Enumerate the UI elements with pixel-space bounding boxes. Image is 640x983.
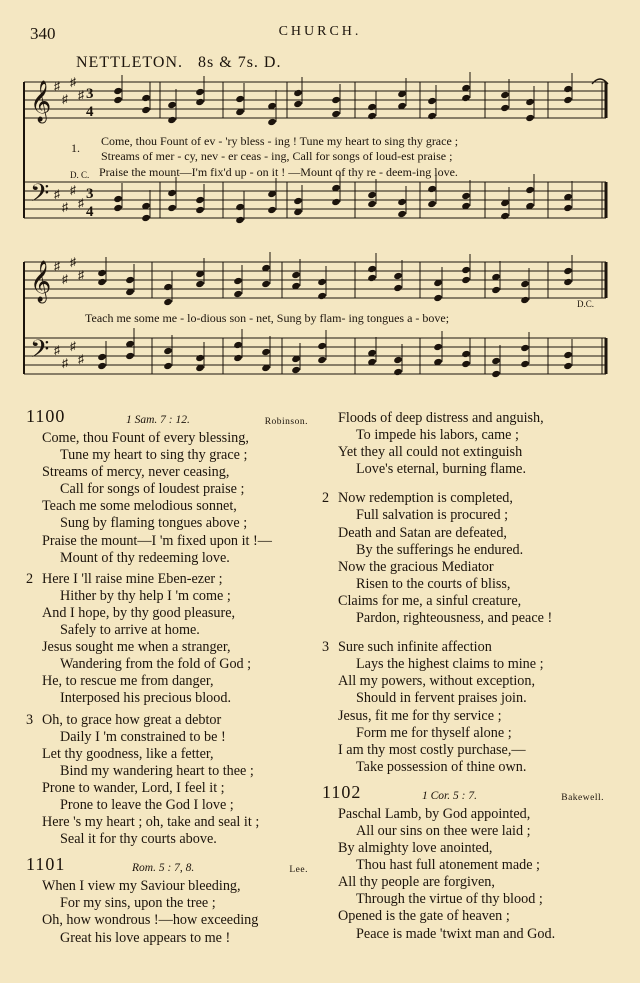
- stanza-line-text: Safely to arrive at home.: [60, 622, 200, 639]
- stanza-line: [26, 515, 316, 532]
- page-number: 340: [30, 24, 56, 43]
- stanza-line-text: Daily I 'm constrained to be !: [60, 728, 226, 745]
- note-head: [125, 276, 135, 284]
- note-head: [267, 206, 277, 214]
- stanza-number: 3: [26, 711, 34, 728]
- note-head: [461, 94, 471, 102]
- note-head: [235, 216, 245, 224]
- stanza-line: [26, 588, 316, 605]
- note-head: [113, 87, 123, 95]
- note-head: [261, 348, 271, 356]
- note-head: [563, 85, 573, 93]
- stanza-line: [322, 490, 622, 507]
- stanza-line: [26, 622, 316, 639]
- time-sig-bottom: 4: [86, 204, 94, 220]
- bass-clef-icon: 𝄢: [30, 179, 50, 214]
- sharp-icon: ♯: [78, 88, 84, 102]
- lyric-line-1a: Come, thou Fount of ev - 'ry bless - ing ! Tune my heart to sing thy grace ;: [101, 134, 459, 148]
- stanza-line-text: Death and Satan are defeated,: [338, 524, 507, 541]
- stanza-line: [26, 878, 316, 895]
- sharp-icon: ♯: [54, 259, 60, 273]
- stanza-line-text: Lays the highest claims to mine ;: [356, 656, 544, 673]
- stanza-line: [322, 823, 622, 840]
- stanza-line-text: I am thy most costly purchase,—: [338, 741, 526, 758]
- note-head: [141, 214, 151, 222]
- stanza-line: [322, 725, 622, 742]
- stanza-line-text: Streams of mercy, never ceasing,: [42, 464, 230, 481]
- hymn-1101-stanza-2: [322, 490, 622, 627]
- note-head: [317, 356, 327, 364]
- stanza-line-text: Bind my wandering heart to thee ;: [60, 762, 254, 779]
- stanza-line-text: Seal it for thy courts above.: [60, 831, 217, 848]
- sharp-icon: ♯: [54, 187, 60, 201]
- note-head: [163, 283, 173, 291]
- stanza-line: [322, 926, 622, 943]
- stanza-line: [322, 690, 622, 707]
- stanza-line: [322, 593, 622, 610]
- note-head: [113, 204, 123, 212]
- stanza-line-text: Now redemption is completed,: [338, 490, 513, 507]
- stanza-line-text: Now the gracious Mediator: [338, 558, 494, 575]
- stanza-line-text: All my powers, without exception,: [338, 673, 536, 690]
- note-head: [367, 200, 377, 208]
- stanza-line: [26, 746, 316, 763]
- stanza-number: 2: [322, 490, 330, 507]
- note-head: [427, 200, 437, 208]
- stanza-line: [322, 908, 622, 925]
- note-head: [113, 195, 123, 203]
- stanza-line: [322, 507, 622, 524]
- stanza-line-text: To impede his labors, came ;: [356, 427, 519, 444]
- note-head: [397, 210, 407, 218]
- tune-name: NETTLETON.: [76, 54, 184, 71]
- stanza-line-text: Take possession of thine own.: [356, 758, 527, 775]
- note-head: [563, 278, 573, 286]
- note-head: [563, 96, 573, 104]
- stanza-line: [26, 831, 316, 848]
- note-head: [461, 350, 471, 358]
- stanza-line: [26, 797, 316, 814]
- stanza-line-text: Here I 'll raise mine Eben-ezer ;: [42, 570, 223, 587]
- stanza-line-text: Oh, how wondrous !—how exceeding: [42, 912, 259, 929]
- treble-clef-icon: 𝄞: [30, 261, 52, 302]
- stanza-line: [26, 571, 316, 588]
- stanza-line-text: All our sins on thee were laid ;: [356, 822, 531, 839]
- note-head: [317, 292, 327, 300]
- note-head: [195, 354, 205, 362]
- stanza-line: [322, 874, 622, 891]
- lyric-line-1c: Praise the mount—I'm fix'd up - on it ! —Mount of thy re - deem-ing love.: [99, 165, 458, 179]
- hymn-1100-stanza-2: [26, 571, 316, 708]
- stanza-line: [26, 763, 316, 780]
- note-head: [331, 110, 341, 118]
- hymn-1100-author: Robinson.: [264, 417, 308, 427]
- stanza-line: [26, 930, 316, 947]
- note-head: [293, 197, 303, 205]
- note-head: [461, 360, 471, 368]
- note-head: [520, 344, 530, 352]
- note-head: [97, 353, 107, 361]
- stanza-line: [322, 708, 622, 725]
- note-head: [163, 347, 173, 355]
- stanza-line-text: Paschal Lamb, by God appointed,: [338, 805, 531, 822]
- stanza-line: [26, 481, 316, 498]
- sharp-icon: ♯: [62, 92, 68, 106]
- lyric-line-1b: Streams of mer - cy, nev - er ceas - ing, Call for songs of loud-est praise ;: [101, 149, 453, 163]
- stanza-line: [322, 673, 622, 690]
- stanza-line-text: Praise the mount—I 'm fixed upon it !—: [42, 532, 272, 549]
- stanza-line-text: For my sins, upon the tree ;: [60, 895, 216, 912]
- stanza-line-text: Form me for thyself alone ;: [356, 724, 512, 741]
- sharp-icon: ♯: [70, 183, 76, 197]
- note-head: [525, 98, 535, 106]
- note-head: [520, 360, 530, 368]
- note-head: [233, 341, 243, 349]
- dc-label: D. C.: [70, 170, 90, 180]
- hymn-1102-reference: 1 Cor. 5 : 7.: [422, 789, 477, 802]
- note-head: [141, 106, 151, 114]
- sharp-icon: ♯: [78, 196, 84, 210]
- stanza-line: [26, 464, 316, 481]
- note-head: [317, 278, 327, 286]
- sharp-icon: ♯: [54, 343, 60, 357]
- treble-clef-icon: 𝄞: [30, 81, 52, 122]
- stanza-line-text: By the sufferings he endured.: [356, 541, 524, 558]
- stanza-line-text: Floods of deep distress and anguish,: [338, 410, 544, 426]
- stanza-line: [322, 461, 622, 478]
- stanza-line: [322, 806, 622, 823]
- stanza-line-text: Yet they all could not extinguish: [338, 444, 523, 461]
- stanza-line-text: Wandering from the fold of God ;: [60, 656, 252, 673]
- note-head: [461, 192, 471, 200]
- sharp-icon: ♯: [70, 255, 76, 269]
- sharp-icon: ♯: [70, 339, 76, 353]
- note-head: [293, 89, 303, 97]
- note-head: [525, 186, 535, 194]
- stanza-line: [26, 690, 316, 707]
- stanza-number: 2: [26, 570, 34, 587]
- hymn-1100-reference: 1 Sam. 7 : 12.: [126, 414, 190, 426]
- note-head: [433, 343, 443, 351]
- tune-meter: 8s & 7s. D.: [198, 54, 282, 71]
- note-head: [97, 269, 107, 277]
- music-score: [0, 0, 640, 400]
- stanza-line: [26, 673, 316, 690]
- sharp-icon: ♯: [54, 79, 60, 93]
- stanza-line: [322, 891, 622, 908]
- stanza-line-text: Call for songs of loudest praise ;: [60, 481, 245, 498]
- time-sig-bottom: 4: [86, 104, 94, 120]
- note-head: [195, 206, 205, 214]
- stanza-line-text: Jesus, fit me for thy service ;: [338, 707, 502, 724]
- dc-end-label: D.C.: [577, 299, 595, 309]
- stanza-line: [26, 656, 316, 673]
- note-head: [97, 362, 107, 370]
- note-head: [563, 351, 573, 359]
- stanza-line-text: Prone to wander, Lord, I feel it ;: [42, 779, 225, 796]
- note-head: [563, 267, 573, 275]
- stanza-line: [26, 605, 316, 622]
- hymn-1100-header: [26, 408, 316, 430]
- stanza-line: [322, 559, 622, 576]
- stanza-number: 3: [322, 639, 330, 656]
- note-head: [163, 298, 173, 306]
- stanza-line-text: Sure such infinite affection: [338, 639, 492, 656]
- note-head: [367, 265, 377, 273]
- stanza-line-text: Great his love appears to me !: [60, 929, 231, 946]
- note-head: [491, 286, 501, 294]
- stanza-line: [322, 525, 622, 542]
- stanza-line: [26, 814, 316, 831]
- hymn-1102-header: [322, 781, 622, 806]
- note-head: [163, 362, 173, 370]
- stanza-line-text: Claims for me, a sinful creature,: [338, 592, 522, 609]
- note-head: [167, 204, 177, 212]
- stanza-line: [26, 550, 316, 567]
- stanza-line: [26, 447, 316, 464]
- stanza-line-text: Oh, to grace how great a debtor: [42, 711, 222, 728]
- stanza-line: [322, 576, 622, 593]
- stanza-line: [322, 656, 622, 673]
- right-column: [322, 410, 622, 943]
- note-head: [267, 118, 277, 126]
- time-sig-top: 3: [86, 186, 94, 202]
- lyric-line-2: Teach me some me - lo-dious son - net, Sung by flam- ing tongues a - bove;: [85, 311, 450, 325]
- note-head: [500, 91, 510, 99]
- stanza-line: [322, 759, 622, 776]
- hymn-1101-header: [26, 856, 316, 878]
- sharp-icon: ♯: [78, 352, 84, 366]
- note-head: [233, 354, 243, 362]
- stanza-line: [26, 729, 316, 746]
- stanza-line: [322, 857, 622, 874]
- note-head: [141, 94, 151, 102]
- note-head: [293, 100, 303, 108]
- note-head: [393, 356, 403, 364]
- left-column: [26, 408, 316, 947]
- stanza-line-text: Here 's my heart ; oh, take and seal it ;: [42, 814, 260, 831]
- note-head: [563, 362, 573, 370]
- stanza-line: [26, 430, 316, 447]
- note-head: [125, 352, 135, 360]
- stanza-line-text: Thou hast full atonement made ;: [356, 857, 540, 874]
- stanza-line: [26, 712, 316, 729]
- stanza-line-text: All thy people are forgiven,: [338, 874, 495, 891]
- page-title: CHURCH.: [278, 24, 362, 39]
- stanza-line-text: Pardon, righteousness, and peace !: [356, 610, 553, 627]
- stanza-line-text: Peace is made 'twixt man and God.: [356, 925, 556, 942]
- hymn-1101-stanza-3: [322, 639, 622, 776]
- note-head: [367, 191, 377, 199]
- note-head: [195, 88, 205, 96]
- sharp-icon: ♯: [62, 356, 68, 370]
- note-head: [393, 284, 403, 292]
- note-head: [491, 370, 501, 378]
- stanza-line: [322, 410, 622, 427]
- stanza-line-text: Teach me some melodious sonnet,: [42, 498, 237, 515]
- note-head: [500, 212, 510, 220]
- note-head: [235, 95, 245, 103]
- note-head: [195, 196, 205, 204]
- stanza-line-text: Risen to the courts of bliss,: [356, 575, 511, 592]
- hymn-1102-stanza-1: [322, 806, 622, 943]
- note-head: [167, 189, 177, 197]
- note-head: [563, 204, 573, 212]
- stanza-line: [322, 542, 622, 559]
- note-head: [520, 296, 530, 304]
- hymn-1101-stanza-1-part-a: [26, 878, 316, 946]
- stanza-line: [322, 742, 622, 759]
- stanza-line-text: Interposed his precious blood.: [60, 690, 232, 707]
- note-head: [427, 185, 437, 193]
- hymn-1102-author: Bakewell.: [561, 792, 604, 803]
- note-head: [331, 96, 341, 104]
- stanza-line: [26, 895, 316, 912]
- note-head: [461, 266, 471, 274]
- note-head: [195, 280, 205, 288]
- stanza-line-text: Love's eternal, burning flame.: [356, 461, 526, 478]
- sharp-icon: ♯: [70, 75, 76, 89]
- bass-clef-icon: 𝄢: [30, 335, 50, 370]
- stanza-line: [322, 427, 622, 444]
- note-head: [491, 357, 501, 365]
- note-head: [461, 276, 471, 284]
- stanza-line-text: And I hope, by thy good pleasure,: [42, 604, 236, 621]
- stanza-line-text: Let thy goodness, like a fetter,: [42, 745, 214, 762]
- note-head: [427, 112, 437, 120]
- note-head: [393, 368, 403, 376]
- sharp-icon: ♯: [78, 268, 84, 282]
- stanza-line: [26, 533, 316, 550]
- stanza-line-text: Sung by flaming tongues above ;: [60, 515, 248, 532]
- stanza-line-text: Prone to leave the God I love ;: [60, 796, 234, 813]
- note-head: [233, 290, 243, 298]
- stanza-line-text: Should in fervent praises join.: [356, 690, 527, 707]
- hymn-1100-stanza-1: [26, 430, 316, 567]
- stanza-line-text: Mount of thy redeeming love.: [60, 549, 230, 566]
- stanza-line: [322, 840, 622, 857]
- note-head: [195, 98, 205, 106]
- hymn-1101-number: 1101: [26, 854, 66, 875]
- stanza-line-text: By almighty love anointed,: [338, 840, 493, 857]
- note-head: [291, 271, 301, 279]
- stanza-line: [26, 639, 316, 656]
- note-head: [367, 274, 377, 282]
- stanza-line-text: Tune my heart to sing thy grace ;: [60, 447, 248, 464]
- hymn-1101-reference: Rom. 5 : 7, 8.: [132, 862, 195, 875]
- note-head: [235, 203, 245, 211]
- stanza-line: [322, 639, 622, 656]
- note-head: [317, 342, 327, 350]
- note-head: [331, 198, 341, 206]
- note-head: [367, 103, 377, 111]
- note-head: [397, 198, 407, 206]
- stanza-line-text: He, to rescue me from danger,: [42, 673, 214, 690]
- stanza-line: [26, 780, 316, 797]
- note-head: [167, 116, 177, 124]
- hymn-1100-stanza-3: [26, 712, 316, 849]
- note-head: [427, 97, 437, 105]
- note-head: [167, 101, 177, 109]
- stanza-line-text: Through the virtue of thy blood ;: [356, 891, 543, 908]
- note-head: [525, 114, 535, 122]
- stanza-line-text: Hither by thy help I 'm come ;: [60, 587, 231, 604]
- note-head: [520, 280, 530, 288]
- hymn-1100-number: 1100: [26, 406, 66, 426]
- verse-number: 1.: [71, 141, 80, 155]
- note-head: [97, 278, 107, 286]
- stanza-line-text: Full salvation is procured ;: [356, 507, 509, 524]
- stanza-line: [322, 444, 622, 461]
- hymn-1102-number: 1102: [322, 781, 362, 802]
- note-head: [393, 272, 403, 280]
- note-head: [291, 366, 301, 374]
- hymn-1101-stanza-1-part-b: [322, 410, 622, 478]
- note-head: [500, 104, 510, 112]
- note-head: [261, 280, 271, 288]
- stanza-line-text: Come, thou Fount of every blessing,: [42, 430, 249, 446]
- time-sig-top: 3: [86, 86, 94, 102]
- sharp-icon: ♯: [62, 200, 68, 214]
- note-head: [367, 112, 377, 120]
- stanza-line: [322, 610, 622, 627]
- stanza-line-text: When I view my Saviour bleeding,: [42, 878, 241, 895]
- stanza-line: [26, 498, 316, 515]
- stanza-line: [26, 912, 316, 929]
- note-head: [113, 96, 123, 104]
- hymn-1101-author: Lee.: [289, 865, 308, 876]
- sharp-icon: ♯: [62, 272, 68, 286]
- stanza-line-text: Opened is the gate of heaven ;: [338, 908, 510, 925]
- note-head: [233, 277, 243, 285]
- stanza-line-text: Jesus sought me when a stranger,: [42, 639, 231, 656]
- note-head: [433, 294, 443, 302]
